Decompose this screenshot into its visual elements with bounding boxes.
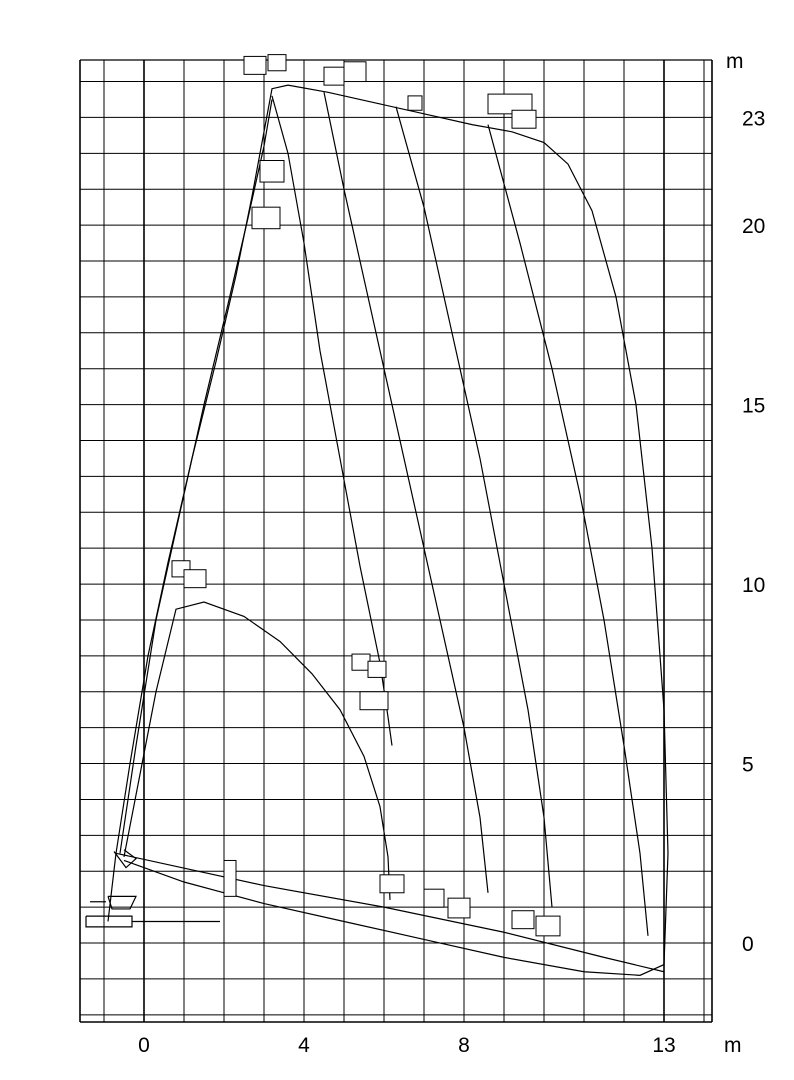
x-axis-unit-label: m [724,1034,742,1057]
annotation-box [380,875,404,893]
annotation-box [344,62,366,82]
y-tick-label-10: 10 [742,574,766,598]
annotation-box [244,56,266,74]
annotation-box [360,692,388,710]
annotation-boxes [172,55,560,936]
x-tick-label-13: 13 [652,1034,676,1057]
series-outer-reach-envelope [116,85,668,975]
series-mast-line [108,853,116,921]
y-tick-label-0: 0 [742,933,754,957]
annotation-box [448,898,470,918]
annotation-box [352,654,370,670]
annotation-box [512,911,534,929]
y-tick-label-15: 15 [742,394,766,418]
annotation-box [324,67,344,85]
y-axis-unit-label: m [726,50,744,73]
annotation-box [224,860,236,896]
x-tick-label-0: 0 [138,1034,150,1057]
annotation-box [184,570,206,588]
series-lower-working-arc [124,602,390,900]
series-jib-curve-a [272,96,392,746]
y-tick-label-5: 5 [742,753,754,777]
annotation-box [512,110,536,128]
annotation-box [368,661,386,677]
annotation-box [252,207,280,229]
y-tick-label-23: 23 [742,107,766,131]
annotation-box [408,96,422,110]
x-tick-label-4: 4 [298,1034,310,1057]
annotation-box [268,55,286,71]
series-jib-curve-b [324,92,488,892]
annotation-box [536,916,560,936]
annotation-box [424,889,444,907]
x-tick-label-8: 8 [458,1034,470,1057]
annotation-box [260,161,284,183]
y-tick-label-20: 20 [742,215,766,239]
